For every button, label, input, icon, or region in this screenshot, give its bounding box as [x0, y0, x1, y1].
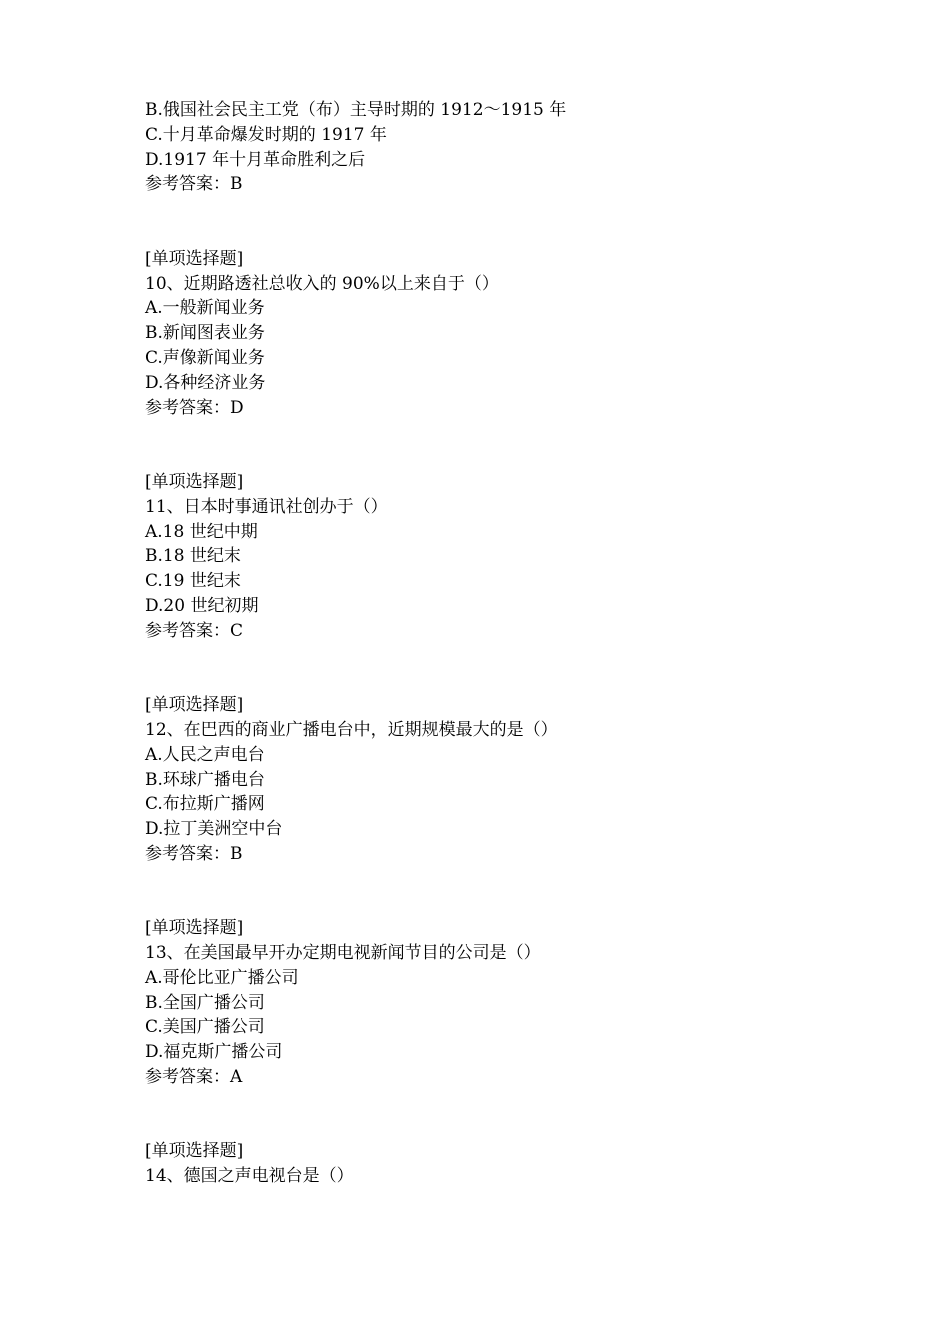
spacer — [145, 420, 905, 470]
option-c: C.声像新闻业务 — [145, 347, 265, 368]
option-c: C.布拉斯广播网 — [145, 794, 265, 815]
answer-text: 参考答案：C — [145, 620, 244, 641]
option-a: A.一般新闻业务 — [145, 298, 265, 319]
document-page — [145, 98, 905, 1189]
option-c: C.19 世纪末 — [145, 571, 241, 592]
answer-text: 参考答案：D — [145, 397, 244, 418]
option-d: D.各种经济业务 — [145, 372, 266, 393]
option-d: D.拉丁美洲空中台 — [145, 819, 283, 840]
option-a: A.哥伦比亚广播公司 — [145, 967, 299, 988]
spacer — [145, 197, 905, 247]
option-b: B.18 世纪末 — [145, 546, 241, 567]
spacer — [145, 1090, 905, 1140]
question-stem: 14、德国之声电视台是（） — [145, 1166, 354, 1187]
option-a: A.18 世纪中期 — [145, 521, 258, 542]
option-c: C.美国广播公司 — [145, 1017, 265, 1038]
option-a: A.人民之声电台 — [145, 744, 265, 765]
answer-text: 参考答案：B — [145, 174, 243, 195]
option-d: D.20 世纪初期 — [145, 595, 259, 616]
question-stem: 12、在巴西的商业广播电台中，近期规模最大的是（） — [145, 719, 558, 740]
question-stem: 11、日本时事通讯社创办于（） — [145, 496, 388, 517]
option-d: D.福克斯广播公司 — [145, 1042, 283, 1063]
question-stem: 13、在美国最早开办定期电视新闻节目的公司是（） — [145, 943, 541, 964]
question-type: [单项选择题] — [145, 918, 244, 939]
answer-text: 参考答案：A — [145, 1067, 243, 1088]
spacer — [145, 867, 905, 917]
question-stem: 10、近期路透社总收入的 90%以上来自于（） — [145, 273, 499, 294]
question-type: [单项选择题] — [145, 695, 244, 716]
option-b: B.环球广播电台 — [145, 769, 265, 790]
option-d: D.1917 年十月革命胜利之后 — [145, 149, 366, 170]
option-c: C.十月革命爆发时期的 1917 年 — [145, 124, 387, 145]
answer-text: 参考答案：B — [145, 843, 243, 864]
spacer — [145, 644, 905, 694]
question-type: [单项选择题] — [145, 1141, 244, 1162]
option-b: B.新闻图表业务 — [145, 323, 265, 344]
question-type: [单项选择题] — [145, 248, 244, 269]
question-type: [单项选择题] — [145, 471, 244, 492]
option-b: B.俄国社会民主工党（布）主导时期的 1912～1915 年 — [145, 100, 567, 120]
option-b: B.全国广播公司 — [145, 992, 265, 1013]
